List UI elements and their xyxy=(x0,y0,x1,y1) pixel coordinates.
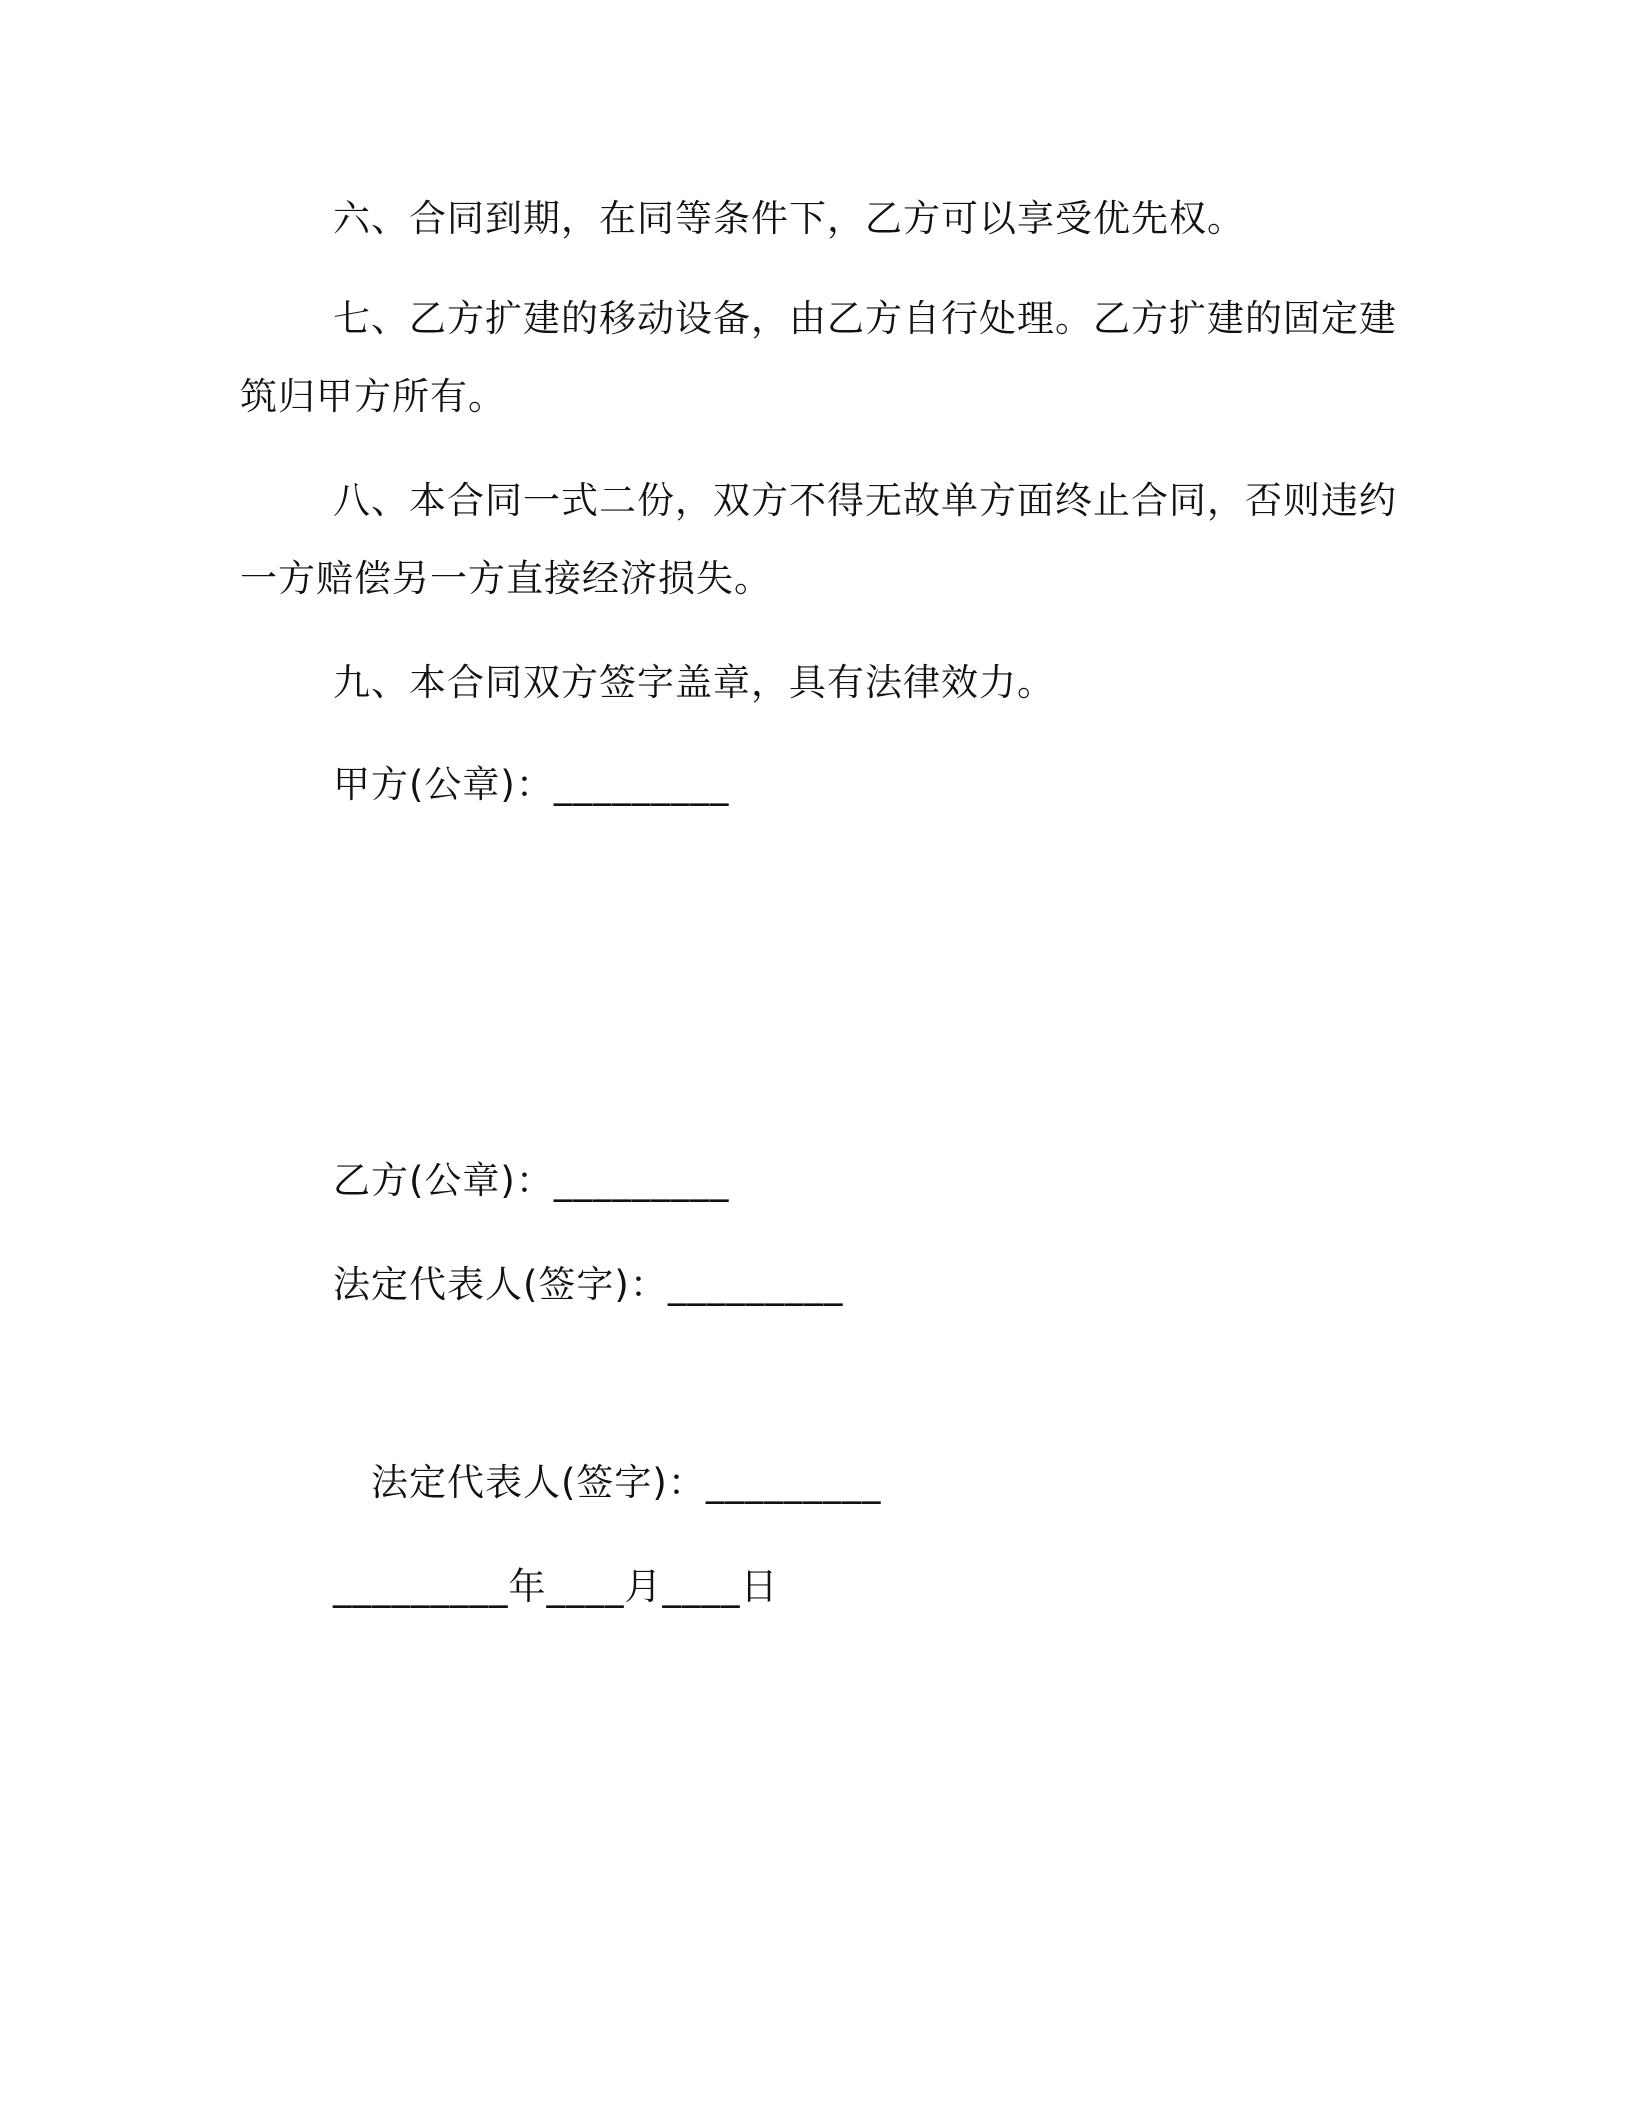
party-b-seal: 乙方(公章)：_________ xyxy=(333,1159,730,1202)
clause-7-line-1: 七、乙方扩建的移动设备，由乙方自行处理。乙方扩建的固定建 xyxy=(333,297,1397,340)
clause-6: 六、合同到期，在同等条件下，乙方可以享受优先权。 xyxy=(333,197,1245,240)
party-a-seal: 甲方(公章)：_________ xyxy=(333,763,730,806)
clause-7-line-2: 筑归甲方所有。 xyxy=(240,375,506,418)
clause-9: 九、本合同双方签字盖章，具有法律效力。 xyxy=(333,661,1055,704)
date-line: _________年____月____日 xyxy=(333,1565,779,1608)
legal-rep-signature-1: 法定代表人(签字)：_________ xyxy=(333,1263,844,1306)
legal-rep-signature-2: 法定代表人(签字)：_________ xyxy=(371,1461,882,1504)
clause-8-line-1: 八、本合同一式二份，双方不得无故单方面终止合同，否则违约 xyxy=(333,479,1397,522)
clause-8-line-2: 一方赔偿另一方直接经济损失。 xyxy=(240,557,772,600)
